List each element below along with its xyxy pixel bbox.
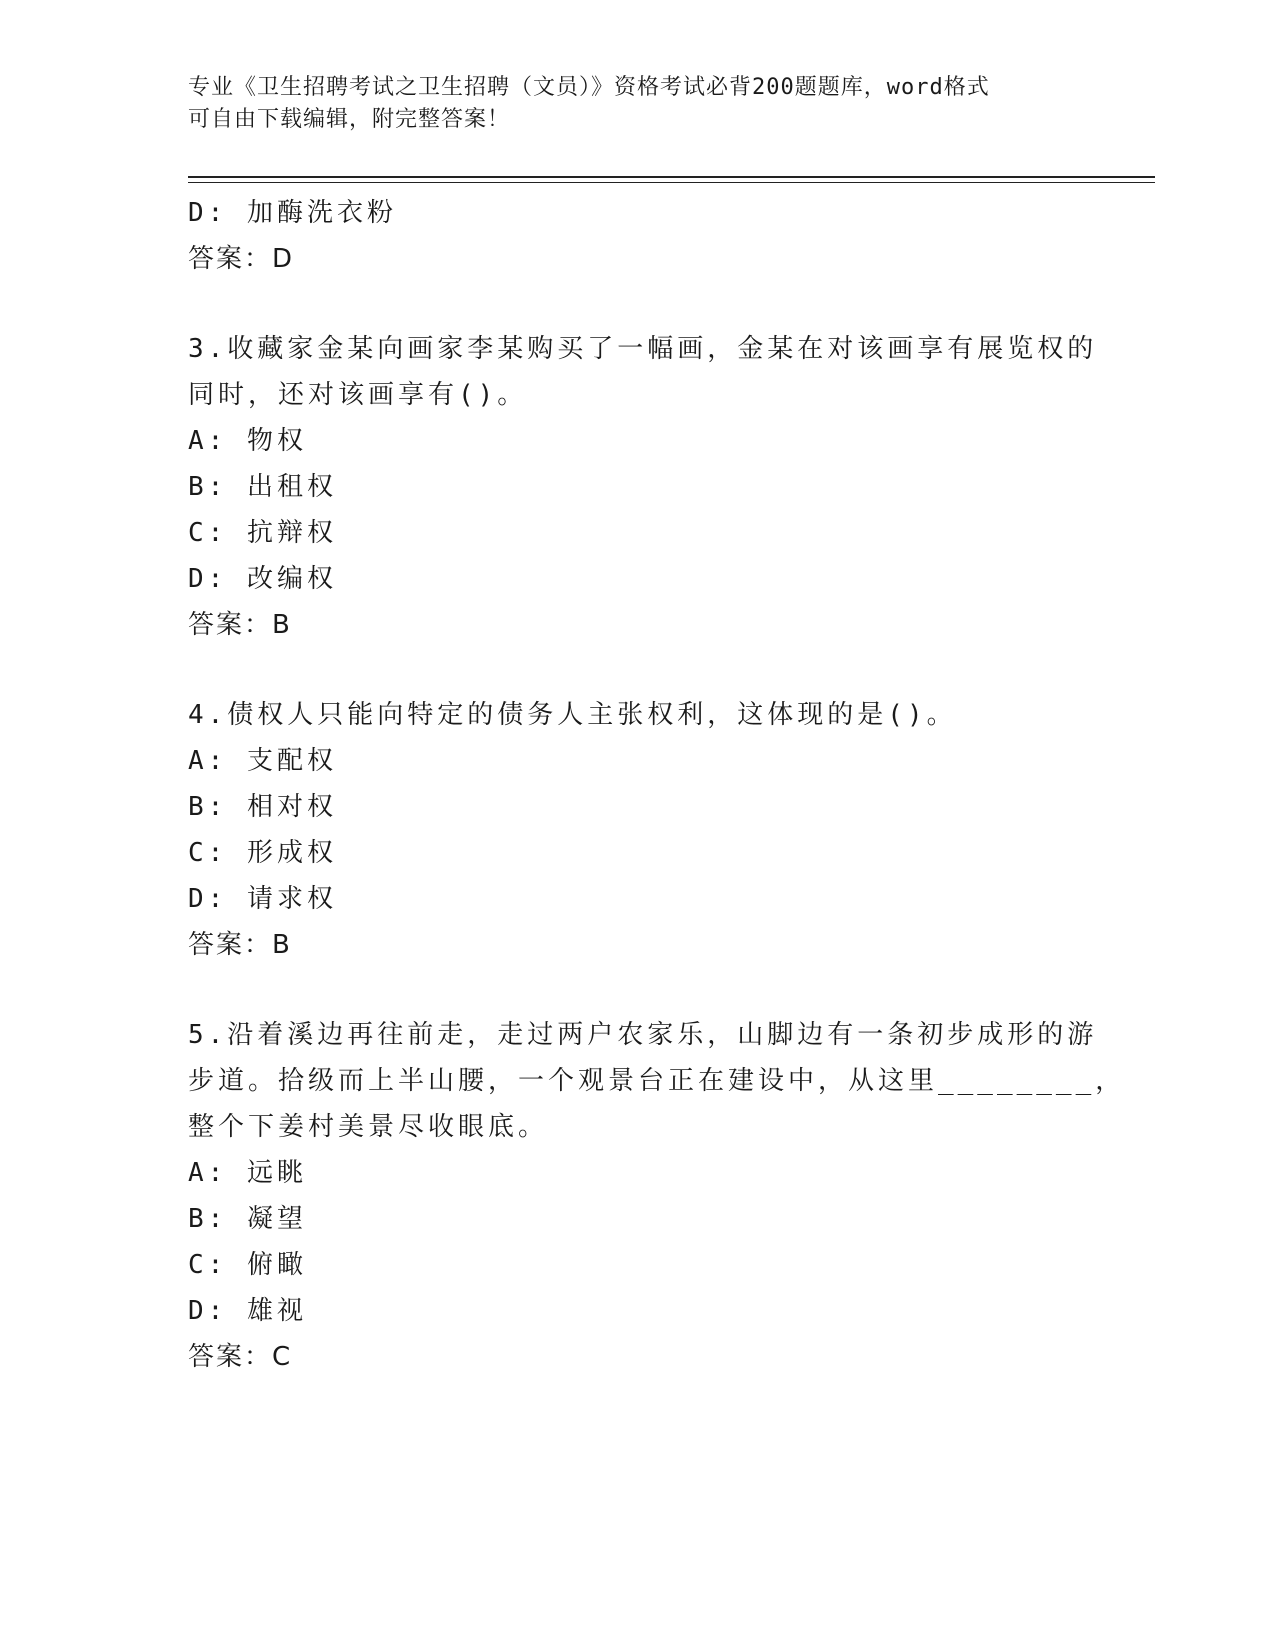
answer-line: 答案：C	[188, 1342, 293, 1372]
document-body	[188, 190, 1126, 1380]
header-line-1: 专业《卫生招聘考试之卫生招聘（文员）》资格考试必背200题题库，word格式	[188, 75, 990, 100]
answer-line: 答案：B	[188, 610, 292, 640]
option-c: C: 抗辩权	[188, 518, 337, 548]
question-5	[188, 1012, 1126, 1380]
option-b: B: 出租权	[188, 472, 337, 502]
document-header	[188, 72, 1088, 136]
option-c: C: 形成权	[188, 838, 337, 868]
option-a: A: 支配权	[188, 746, 337, 776]
question-4	[188, 692, 1088, 968]
option-b: B: 凝望	[188, 1204, 307, 1234]
option-d: D: 请求权	[188, 884, 337, 914]
question-text-line: 步道。拾级而上半山腰，一个观景台正在建设中，从这里________，	[188, 1066, 1126, 1096]
option-c: C: 俯瞰	[188, 1250, 307, 1280]
question-text-line: 4.债权人只能向特定的债务人主张权利，这体现的是()。	[188, 700, 957, 730]
question-text-line: 5.沿着溪边再往前走，走过两户农家乐，山脚边有一条初步成形的游	[188, 1020, 1098, 1050]
question-text-line: 整个下姜村美景尽收眼底。	[188, 1112, 549, 1142]
option-a: A: 远眺	[188, 1158, 307, 1188]
question-3	[188, 326, 1098, 648]
answer-line: 答案：B	[188, 930, 292, 960]
option-d: D: 加酶洗衣粉	[188, 198, 397, 228]
header-line-2: 可自由下载编辑，附完整答案！	[188, 107, 511, 132]
header-divider-thin	[188, 182, 1155, 183]
carryover-block	[188, 190, 1088, 282]
header-divider-thick	[188, 176, 1155, 178]
question-text-line: 3.收藏家金某向画家李某购买了一幅画，金某在对该画享有展览权的	[188, 334, 1098, 364]
question-text-line: 同时，还对该画享有()。	[188, 380, 528, 410]
option-d: D: 雄视	[188, 1296, 307, 1326]
option-d: D: 改编权	[188, 564, 337, 594]
option-b: B: 相对权	[188, 792, 337, 822]
option-a: A: 物权	[188, 426, 307, 456]
answer-line: 答案：D	[188, 244, 295, 274]
